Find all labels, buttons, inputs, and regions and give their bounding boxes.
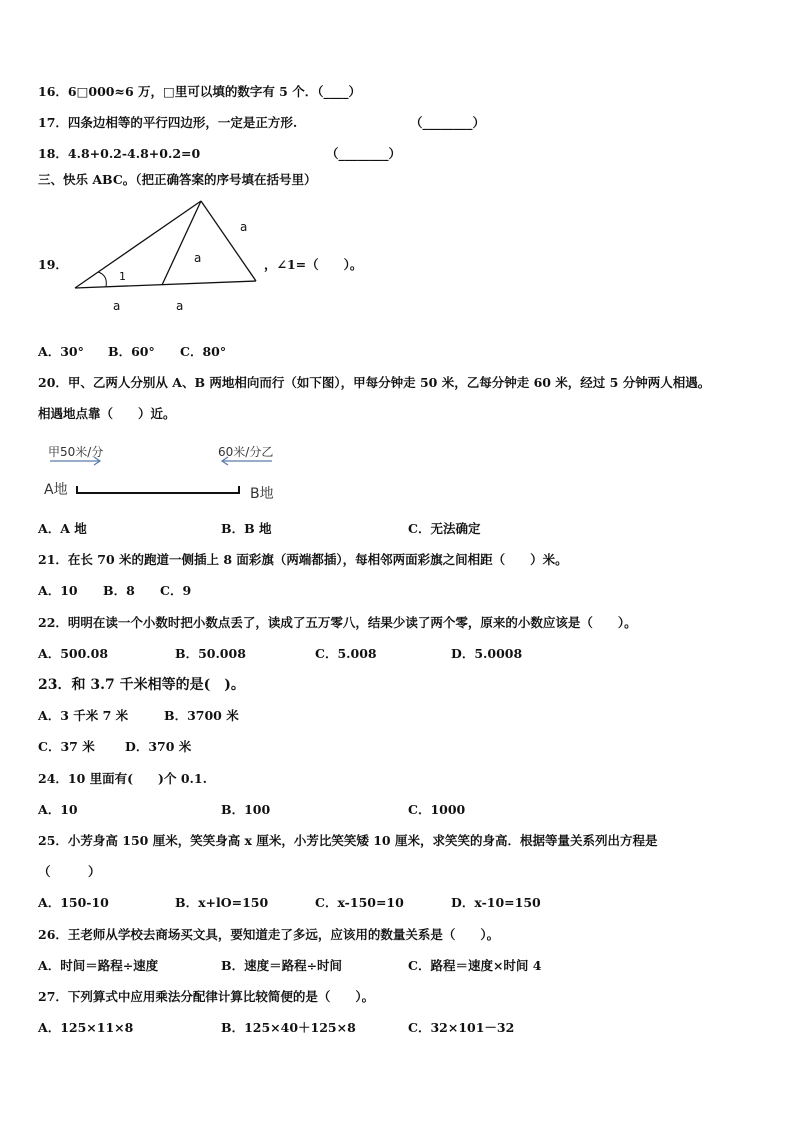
question-18-blank: （________）: [326, 146, 402, 161]
question-23-option-d: D．370 米: [125, 739, 192, 754]
question-26-option-b: B．速度＝路程÷时间: [221, 958, 343, 973]
question-25-option-b: B．x+lO=150: [175, 895, 269, 910]
walk-diagram: [40, 455, 280, 505]
question-25-line-2: （ ）: [38, 864, 101, 879]
question-21: 21．在长 70 米的跑道一侧插上 8 面彩旗（两端都插），每相邻两面彩旗之间相距（ ）米。: [38, 552, 568, 567]
question-23-option-b: B．3700 米: [164, 708, 239, 723]
figure-label-a-place: A地: [44, 482, 68, 498]
question-23: 23．和 3.7 千米相等的是( )。: [38, 677, 245, 693]
question-24-option-c: C．1000: [408, 802, 466, 817]
road-segment: [77, 486, 239, 493]
triangle-right-side: [201, 201, 256, 281]
question-22: 22．明明在读一个小数时把小数点丢了，读成了五万零八，结果少读了两个零，原来的小数应该是（ ）。: [38, 615, 637, 630]
angle-1-arc: [98, 272, 106, 287]
question-20-option-a: A．A 地: [38, 521, 87, 536]
question-19-suffix: ，∠1=（ ）。: [264, 257, 363, 272]
question-26-option-c: C．路程＝速度×时间 4: [408, 958, 542, 973]
figure-label-jia-speed: 甲50米/分: [48, 445, 104, 459]
question-22-option-b: B．50.008: [175, 646, 246, 661]
question-26: 26．王老师从学校去商场买文具，要知道走了多远，应该用的数量关系是（ ）。: [38, 927, 500, 942]
label-a-base-left: a: [113, 299, 121, 313]
question-20-line-1: 20．甲、乙两人分别从 A、B 两地相向而行（如下图），甲每分钟走 50 米，乙每分钟走 60 米，经过 5 分钟两人相遇。: [38, 375, 711, 390]
question-20-option-c: C．无法确定: [408, 521, 481, 536]
figure-label-b-place: B地: [250, 486, 274, 502]
question-21-option-c: C．9: [160, 583, 192, 598]
question-19-option-c: C．80°: [180, 344, 227, 359]
question-25-option-c: C．x-150=10: [315, 895, 404, 910]
label-a-base-right: a: [176, 299, 184, 313]
triangle-figure: [70, 195, 270, 315]
question-19-option-a: A．30°: [38, 344, 84, 359]
question-24: 24．10 里面有( )个 0.1.: [38, 771, 207, 786]
question-24-option-b: B．100: [221, 802, 271, 817]
triangle-inner-line: [162, 201, 201, 285]
question-27: 27．下列算式中应用乘法分配律计算比较简便的是（ ）。: [38, 989, 375, 1004]
section-3-heading: 三、快乐 ABC。（把正确答案的序号填在括号里）: [38, 172, 317, 187]
question-25-option-d: D．x-10=150: [451, 895, 541, 910]
question-19-number: 19．: [38, 257, 68, 272]
question-20-line-2: 相遇地点靠（ ）近。: [38, 406, 176, 421]
figure-label-yi-speed: 60米/分乙: [218, 445, 274, 459]
label-a-right: a: [240, 220, 248, 234]
triangle-left-side: [75, 201, 201, 288]
question-27-option-b: B．125×40＋125×8: [221, 1020, 356, 1035]
question-21-option-a: A．10: [38, 583, 78, 598]
question-17: 17．四条边相等的平行四边形，一定是正方形.: [38, 115, 298, 130]
label-1-angle: 1: [119, 270, 126, 283]
question-27-option-c: C．32×101－32: [408, 1020, 515, 1035]
label-a-inner: a: [194, 251, 202, 265]
question-24-option-a: A．10: [38, 802, 78, 817]
question-19-option-b: B．60°: [108, 344, 155, 359]
question-23-option-a: A．3 千米 7 米: [38, 708, 129, 723]
question-25-line-1: 25．小芳身高 150 厘米，笑笑身高 x 厘米，小芳比笑笑矮 10 厘米，求笑笑的身高．根据等量关系列出方程是: [38, 833, 658, 848]
question-26-option-a: A．时间＝路程÷速度: [38, 958, 159, 973]
question-18: 18．4.8+0.2-4.8+0.2=0: [38, 146, 201, 161]
question-22-option-a: A．500.08: [38, 646, 109, 661]
question-21-option-b: B．8: [103, 583, 135, 598]
question-22-option-d: D．5.0008: [451, 646, 523, 661]
question-23-option-c: C．37 米: [38, 739, 95, 754]
question-27-option-a: A．125×11×8: [38, 1020, 134, 1035]
question-22-option-c: C．5.008: [315, 646, 377, 661]
triangle-base-line: [75, 281, 256, 288]
question-16: 16．6□000≈6 万，□里可以填的数字有 5 个．（____）: [38, 84, 361, 99]
question-25-option-a: A．150-10: [38, 895, 109, 910]
question-17-blank: （________）: [410, 115, 486, 130]
question-20-option-b: B．B 地: [221, 521, 272, 536]
